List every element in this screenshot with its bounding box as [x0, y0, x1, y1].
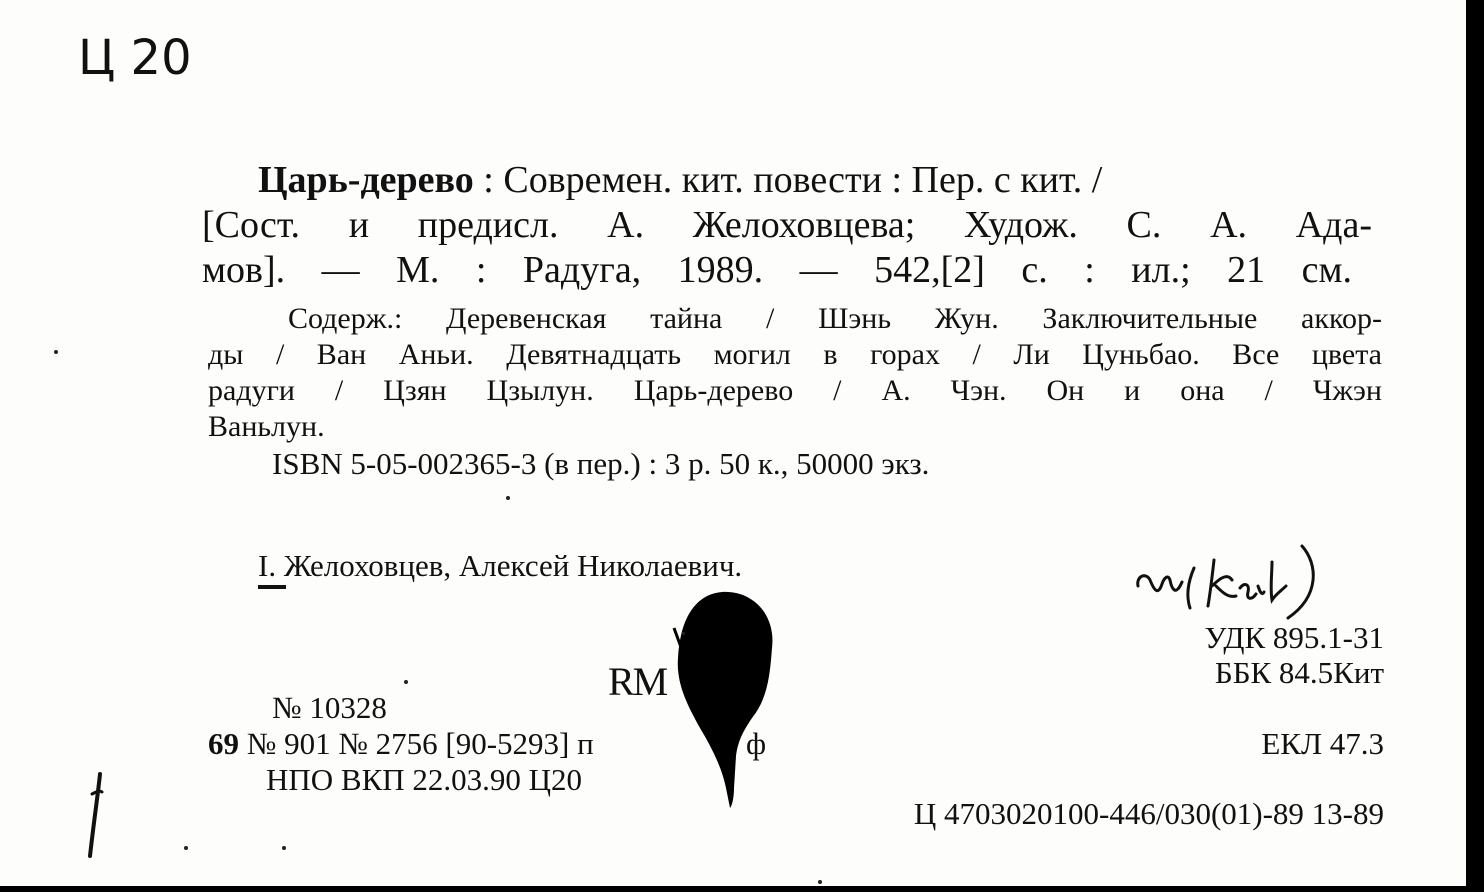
order-number: № 10328	[272, 690, 387, 725]
description-line-1-text: : Современ. кит. повести : Пер. с кит. /	[473, 159, 1103, 201]
ekl-code: ЕКЛ 47.3	[1261, 726, 1384, 761]
speck	[506, 496, 510, 500]
print-line: № 901 № 2756 [90-5293] п	[246, 726, 594, 761]
book-title: Царь-дерево	[258, 159, 474, 201]
margin-pencil-mark	[80, 770, 110, 860]
description-line-2: [Сост. и предисл. А. Желоховцева; Худож. С. А. Ада-	[202, 204, 1372, 246]
added-entry-underline	[258, 585, 286, 589]
description-line-1	[258, 158, 1372, 202]
description-line-3: мов]. — М. : Радуга, 1989. — 542,[2] с. : ил.; 21 см.	[202, 249, 1352, 291]
isbn-line: ISBN 5-05-002365-3 (в пер.) : 3 р. 50 к., 50000 экз.	[272, 446, 930, 481]
handwritten-annotation	[1132, 538, 1332, 624]
speck	[682, 632, 685, 635]
bbk-code: ББК 84.5Кит	[1214, 655, 1384, 690]
speck	[404, 680, 408, 684]
contents-line-1: Содерж.: Деревенская тайна / Шэнь Жун. Заключительные аккор-	[288, 302, 1382, 335]
contents-line-3: радуги / Цзян Цзылун. Царь-дерево / А. Чэн. Он и она / Чжэн	[208, 374, 1382, 407]
ink-blot	[672, 588, 778, 812]
print-prefix: 69	[208, 726, 239, 761]
catalog-code: Ц 4703020100-446/030(01)-89 13-89	[913, 796, 1384, 831]
speck	[184, 846, 188, 850]
speck	[54, 350, 58, 354]
rm-stamp: RM	[608, 659, 667, 704]
udk-code: УДК 895.1-31	[1204, 620, 1384, 655]
contents-line-4: Ваньлун.	[208, 410, 325, 443]
added-entry: I. Желоховцев, Алексей Николаевич.	[258, 548, 743, 583]
contents-line-2: ды / Ван Аньи. Девятнадцать могил в горах / Ли Цуньбао. Все цвета	[208, 338, 1382, 371]
print-line-tail: ф	[746, 726, 767, 761]
shelfmark: Ц 20	[78, 30, 192, 86]
speck	[818, 880, 822, 884]
speck	[282, 846, 286, 850]
npo-line: НПО ВКП 22.03.90 Ц20	[266, 762, 583, 797]
